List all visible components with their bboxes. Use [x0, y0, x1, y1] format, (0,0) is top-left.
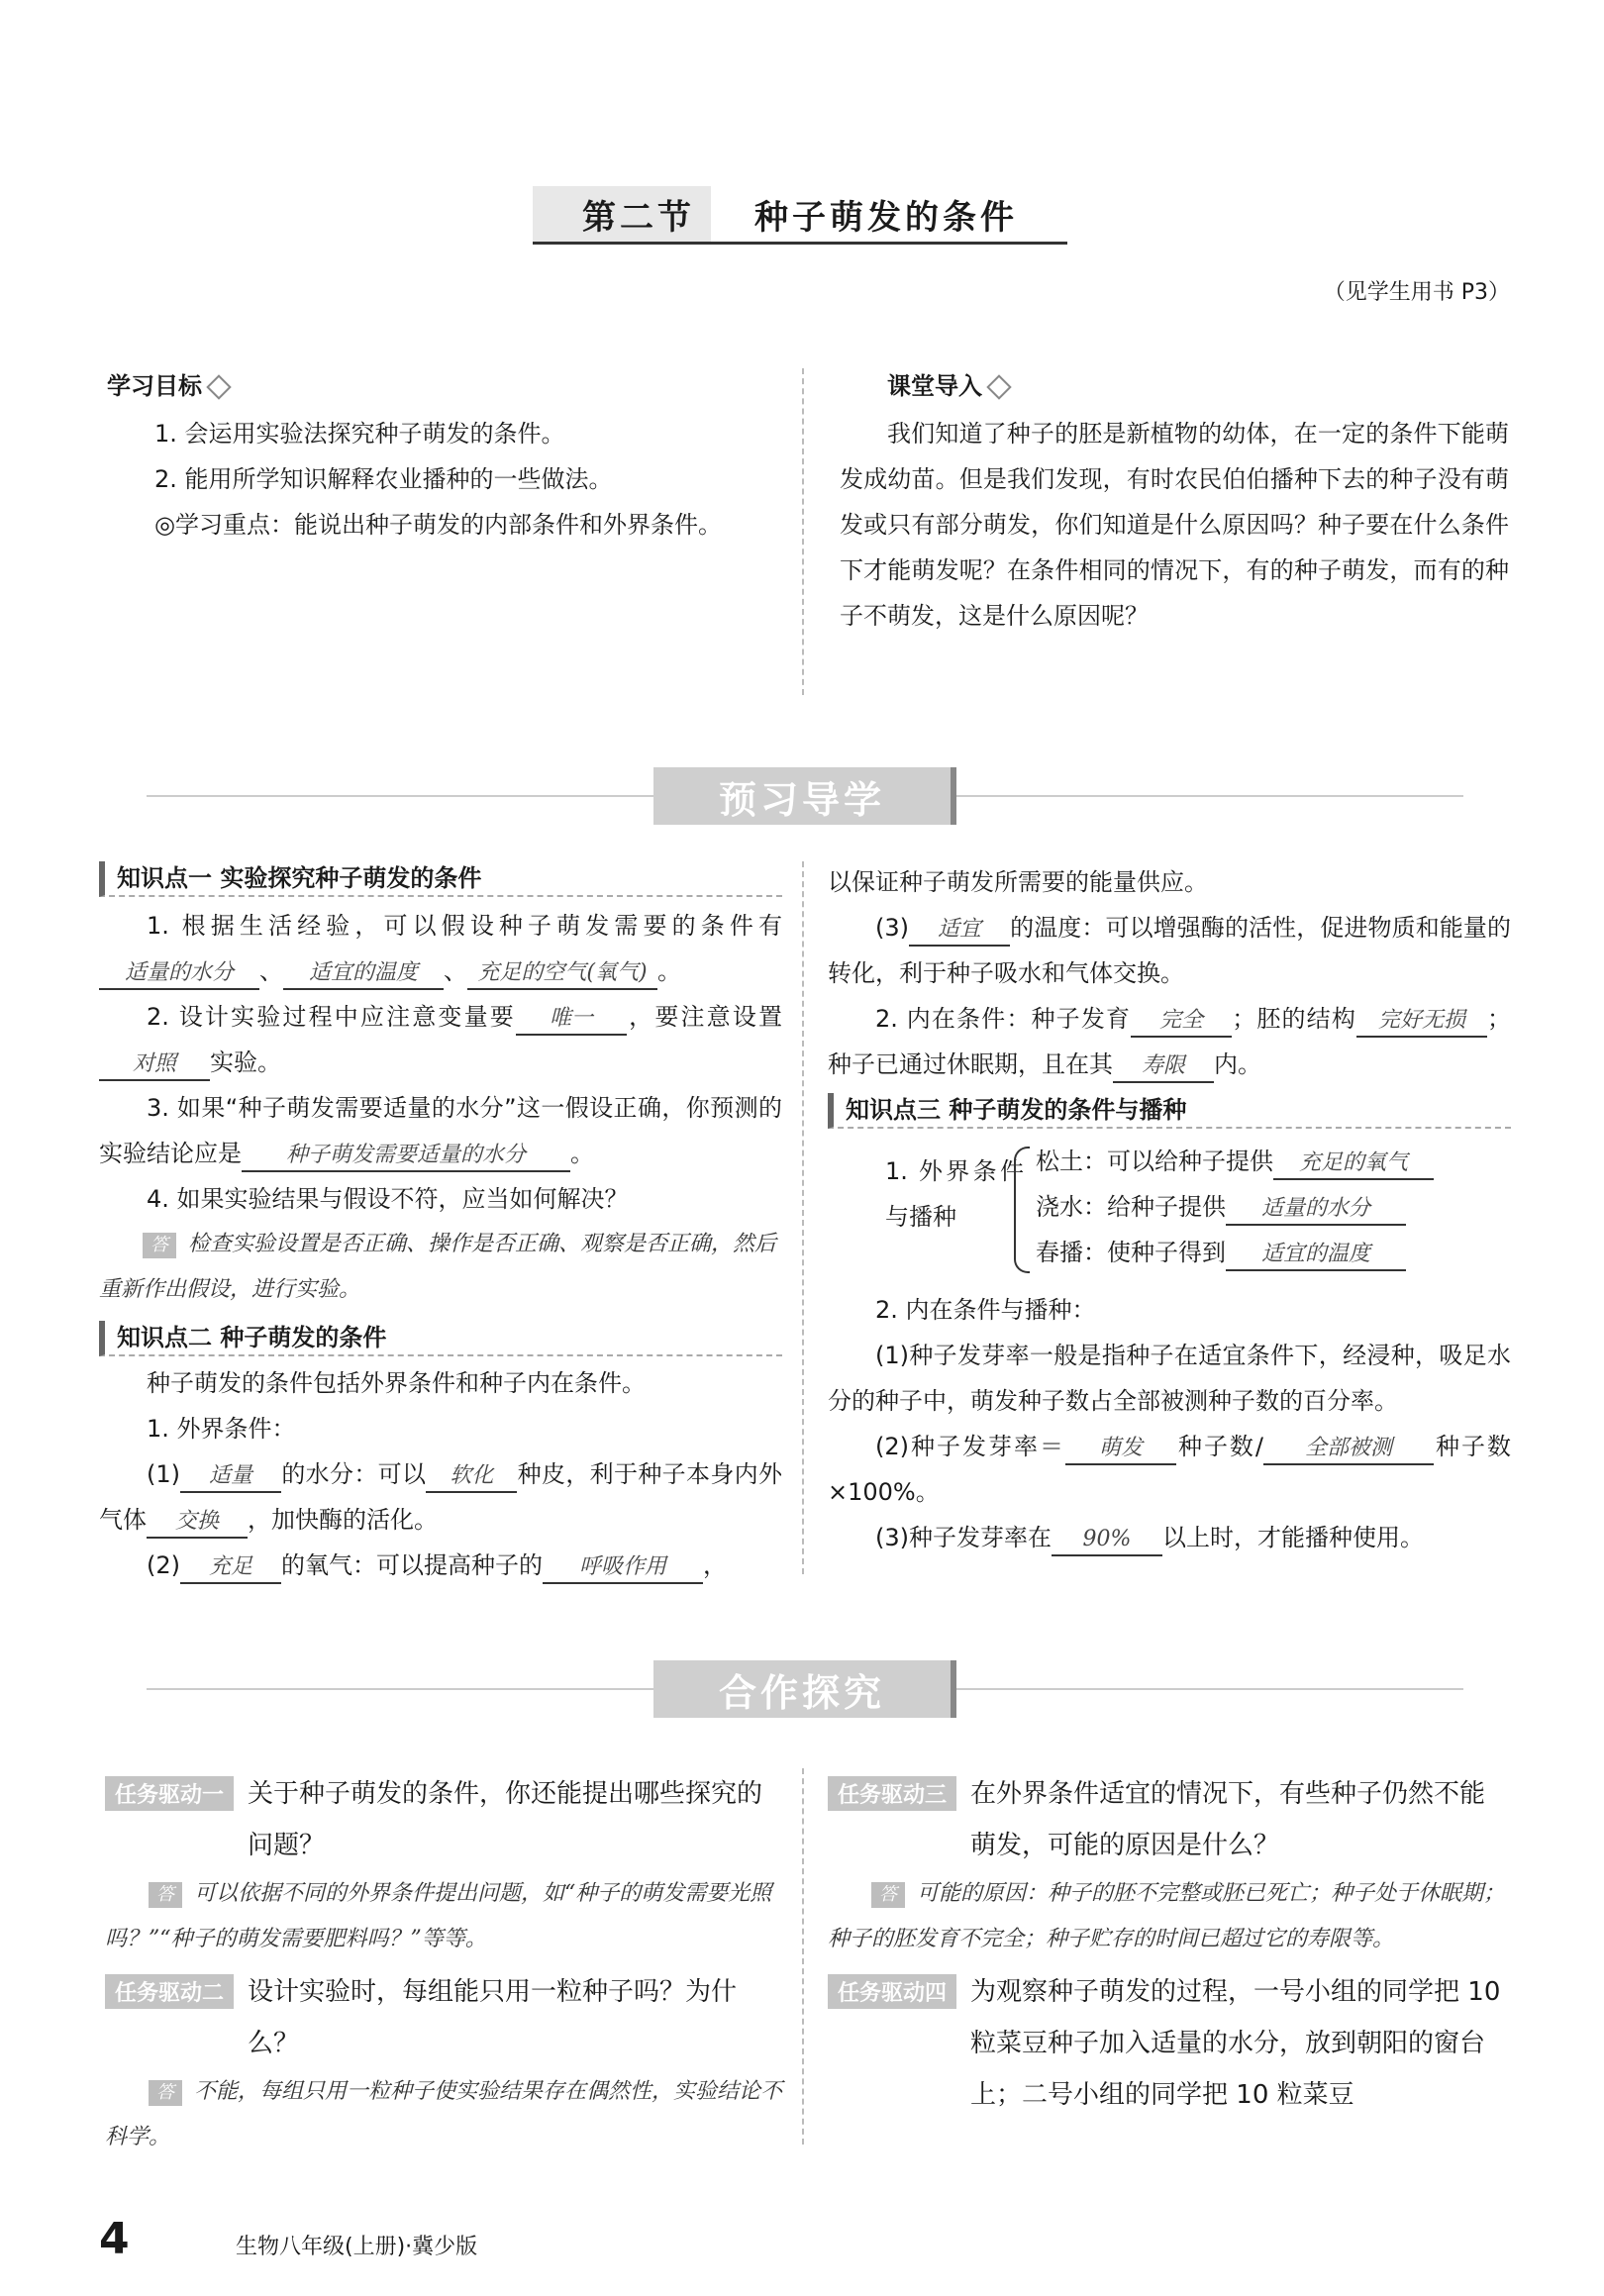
- tasks-right: [828, 1768, 1511, 2121]
- kp2-r1: 以保证种子萌发所需要的能量供应。: [828, 868, 1208, 896]
- answer-tag: 答: [149, 1882, 182, 1908]
- task-3: [828, 1768, 1511, 1871]
- key-point: ◎学习重点：能说出种子萌发的内部条件和外界条件。: [154, 511, 722, 539]
- task-2-answer: 答 不能，每组只用一粒种子使实验结果存在偶然性，实验结论不科学。: [105, 2079, 783, 2149]
- diamond-arrow-icon: [986, 374, 1011, 399]
- class-intro: [840, 366, 1509, 639]
- kp2-c2: (2) 充足 的氧气：可以提高种子的 呼吸作用 ，: [99, 1543, 782, 1588]
- answer-blank: 完全: [1131, 1006, 1232, 1038]
- answer-blank: 适量的水分: [99, 958, 259, 990]
- answer-tag: 答: [143, 1233, 176, 1258]
- kp2-intro: 种子萌发的条件包括外界条件和种子内在条件。: [147, 1369, 646, 1397]
- section-title-box: [533, 186, 1067, 245]
- kp3-row1: 松土：可以给种子提供 充足的氧气: [1036, 1139, 1434, 1184]
- tasks-left: [105, 1768, 788, 2160]
- banner-preview-label: 预习导学: [653, 767, 956, 825]
- kp3-p3: (3)种子发芽率在 90% 以上时，才能播种使用。: [828, 1515, 1511, 1560]
- kp1-q3: 3. 如果“种子萌发需要适量的水分”这一假设正确，你预测的实验结论应是 种子萌发需要适量的水分 。: [99, 1085, 782, 1176]
- page-number: 4: [99, 2214, 130, 2264]
- task-text: 为观察种子萌发的过程，一号小组的同学把 10 粒菜豆种子加入适量的水分，放到朝阳的窗台上；二号小组的同学把 10 粒菜豆: [970, 1977, 1501, 2110]
- task-2: [105, 1966, 788, 2069]
- column-divider: [802, 368, 804, 695]
- kp3-ext-label: 1. 外界条件与播种: [885, 1157, 1024, 1231]
- column-divider: [802, 1768, 804, 2145]
- task-4: [828, 1966, 1511, 2121]
- kp3-p1: (1)种子发芽率一般是指种子在适宜条件下，经浸种，吸足水分的种子中，萌发种子数占全部被测种子数的百分率。: [828, 1342, 1511, 1415]
- kp1-q2: 2. 设计实验过程中应注意变量要 唯一 ，要注意设置对照 实验。: [99, 994, 782, 1085]
- book-title: 生物八年级(上册)·冀少版: [236, 2235, 478, 2259]
- goal-item: 1. 会运用实验法探究种子萌发的条件。: [154, 420, 565, 448]
- task-text: 设计实验时，每组能只用一粒种子吗？为什么？: [248, 1977, 738, 2058]
- kp3-int: 2. 内在条件与播种：: [875, 1296, 1096, 1324]
- brace: [1014, 1147, 1030, 1273]
- task-1: [105, 1768, 788, 1871]
- answer-blank: 充足: [180, 1552, 281, 1584]
- kp-right-column: [828, 859, 1511, 1560]
- banner-cooperate-label: 合作探究: [653, 1660, 956, 1718]
- kp2-c3: (3) 适宜 的温度：可以增强酶的活性，促进物质和能量的转化，利于种子吸水和气体交换。: [828, 914, 1511, 987]
- answer-blank: 呼吸作用: [543, 1552, 703, 1584]
- intro-heading: 课堂导入: [887, 372, 982, 400]
- answer-tag: 答: [149, 2080, 182, 2106]
- answer-blank: 唯一: [516, 1004, 627, 1036]
- answer-blank: 90%: [1052, 1525, 1162, 1556]
- answer-blank: 软化: [426, 1461, 517, 1493]
- kp1-q1: 1. 根据生活经验，可以假设种子萌发需要的条件有适量的水分 、 适宜的温度 、 充足的空气(氧气) 。: [99, 903, 782, 994]
- answer-blank: 适宜的温度: [1226, 1240, 1406, 1271]
- goals-heading: 学习目标: [107, 372, 202, 400]
- task-tag: 任务驱动二: [105, 1974, 234, 2009]
- learning-goals: [107, 366, 780, 548]
- kp3-heading: 知识点三 种子萌发的条件与播种: [828, 1093, 1511, 1129]
- task-tag: 任务驱动四: [828, 1974, 956, 2009]
- task-text: 在外界条件适宜的情况下，有些种子仍然不能萌发，可能的原因是什么？: [970, 1779, 1486, 1860]
- section-title: 种子萌发的条件: [754, 197, 1018, 238]
- answer-blank: 充足的氧气: [1273, 1148, 1434, 1180]
- answer-blank: 全部被测: [1263, 1434, 1434, 1465]
- kp3-row3: 春播：使种子得到 适宜的温度: [1036, 1230, 1406, 1275]
- task-tag: 任务驱动三: [828, 1776, 956, 1811]
- answer-blank: 充足的空气(氧气): [467, 958, 657, 990]
- answer-tag: 答: [871, 1882, 905, 1908]
- answer-blank: 适宜: [909, 915, 1010, 947]
- see-ref: （见学生用书 P3）: [1323, 280, 1510, 305]
- goal-item: 2. 能用所学知识解释农业播种的一些做法。: [154, 465, 613, 493]
- answer-blank: 交换: [147, 1507, 248, 1539]
- answer-blank: 种子萌发需要适量的水分: [242, 1141, 570, 1172]
- kp3-ext-block: [828, 1139, 1511, 1287]
- answer-blank: 适宜的温度: [283, 958, 444, 990]
- answer-blank: 适量: [180, 1461, 281, 1493]
- kp1-heading: 知识点一 实验探究种子萌发的条件: [99, 861, 782, 897]
- intro-text: 我们知道了种子的胚是新植物的幼体，在一定的条件下能萌发成幼苗。但是我们发现，有时农民伯伯播种下去的种子没有萌发或只有部分萌发，你们知道是什么原因吗？种子要在什么条件下才能萌发呢？在条件相同的情况下，有的种子萌发，而有的种子不萌发，这是什么原因呢？: [840, 420, 1509, 630]
- kp1-q4: 4. 如果实验结果与假设不符，应当如何解决？: [147, 1185, 629, 1213]
- banner-cooperate: [147, 1657, 1463, 1721]
- answer-blank: 寿限: [1113, 1051, 1214, 1083]
- answer-blank: 萌发: [1065, 1434, 1176, 1465]
- kp2-c1: (1) 适量 的水分：可以 软化 种皮，利于种子本身内外气体 交换 ，加快酶的活化。: [99, 1451, 782, 1543]
- banner-preview: [147, 764, 1463, 828]
- kp1-q4-answer: 答 检查实验设置是否正确、操作是否正确、观察是否正确，然后重新作出假设，进行实验。: [99, 1232, 777, 1302]
- kp3-p2: (2)种子发芽率＝ 萌发 种子数/ 全部被测 种子数×100%。: [828, 1433, 1511, 1506]
- section-label: 第二节: [582, 197, 695, 238]
- kp-left-column: [99, 861, 782, 1588]
- task-tag: 任务驱动一: [105, 1776, 234, 1811]
- task-text: 关于种子萌发的条件，你还能提出哪些探究的问题？: [248, 1779, 763, 1860]
- task-3-answer: 答 可能的原因：种子的胚不完整或胚已死亡；种子处于休眠期；种子的胚发育不完全；种子贮存的时间已超过它的寿限等。: [828, 1881, 1506, 1951]
- kp2-heading: 知识点二 种子萌发的条件: [99, 1321, 782, 1356]
- kp3-row2: 浇水：给种子提供 适量的水分: [1036, 1184, 1406, 1230]
- column-divider: [802, 861, 804, 1574]
- kp2-int: 2. 内在条件：种子发育 完全 ；胚的结构 完好无损 ；种子已通过休眠期，且在其 寿限 内。: [828, 996, 1511, 1087]
- answer-blank: 完好无损: [1356, 1006, 1487, 1038]
- task-1-answer: 答 可以依据不同的外界条件提出问题，如“种子的萌发需要光照吗？”“种子的萌发需要肥料吗？”等等。: [105, 1881, 772, 1951]
- answer-blank: 适量的水分: [1226, 1194, 1406, 1226]
- answer-blank: 对照: [99, 1049, 210, 1081]
- diamond-arrow-icon: [206, 374, 231, 399]
- kp2-ext: 1. 外界条件：: [147, 1415, 296, 1443]
